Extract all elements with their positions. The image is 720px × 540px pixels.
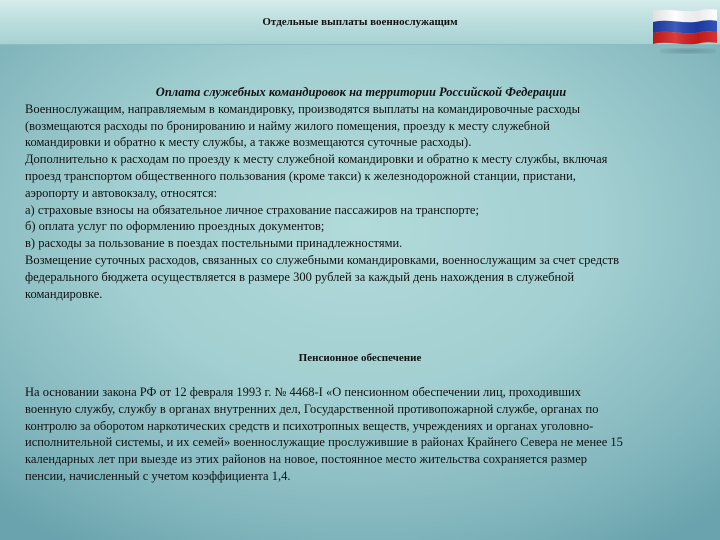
paragraph-line: пенсии, начисленный с учетом коэффициента 1,4. [25,468,291,483]
paragraph-line: Дополнительно к расходам по проезду к месту служебной командировки и обратно к месту службы, включая [25,152,608,167]
list-item: в) расходы за пользование в поездах постельными принадлежностями. [25,236,403,251]
paragraph-line: (возмещаются расходы по бронированию и найму жилого помещения, проезду к месту служебной [25,118,550,133]
paragraph-line: контролю за оборотом наркотических средств и психотропных веществ, учреждениях и органах уголовно- [25,418,594,433]
list-item: б) оплата услуг по оформлению проездных документов; [25,219,325,234]
paragraph-line: военную службу, службу в органах внутренних дел, Государственной противопожарной службе, органах по [25,401,599,416]
paragraph-line: календарных лет при выезде из этих районов на новое, постоянное место жительства сохраняется размер [25,452,588,467]
paragraph-line: Возмещение суточных расходов, связанных со служебными командировками, военнослужащим за счет средств [25,252,620,267]
list-item: а) страховые взносы на обязательное личное страхование пассажиров на транспорте; [25,202,479,217]
paragraph-line: аэропорту и автовокзалу, относятся: [25,185,218,200]
section-title-pension: Пенсионное обеспечение [298,352,422,364]
section-pension [25,384,697,485]
paragraph-line: исполнительной системы, и их семей» военнослужащие прослужившие в районах Крайнего Севера не менее 15 [25,435,623,450]
paragraph-line: командировке. [25,286,103,301]
paragraph-line: Военнослужащим, направляемым в командировку, производятся выплаты на командировочные расходы [25,101,580,116]
section-title-business-trips: Оплата служебных командировок на территории Российской Федерации [155,85,567,99]
russian-flag-icon [651,8,719,46]
paragraph-line: проезд транспортом общественного пользования (кроме такси) к железнодорожной станции, пристани, [25,168,576,183]
paragraph-line: федерального бюджета осуществляется в размере 300 рублей за каждый день нахождения в служебной [25,269,575,284]
flag-shadow [660,48,716,54]
section-business-trips [25,84,697,302]
page-title: Отдельные выплаты военнослужащим [262,16,458,28]
paragraph-line: командировки и обратно к месту службы, а также возмещаются суточные расходы). [25,135,472,150]
paragraph-line: На основании закона РФ от 12 февраля 1993 г. № 4468-I «О пенсионном обеспечении лиц, проходивших [25,385,581,399]
